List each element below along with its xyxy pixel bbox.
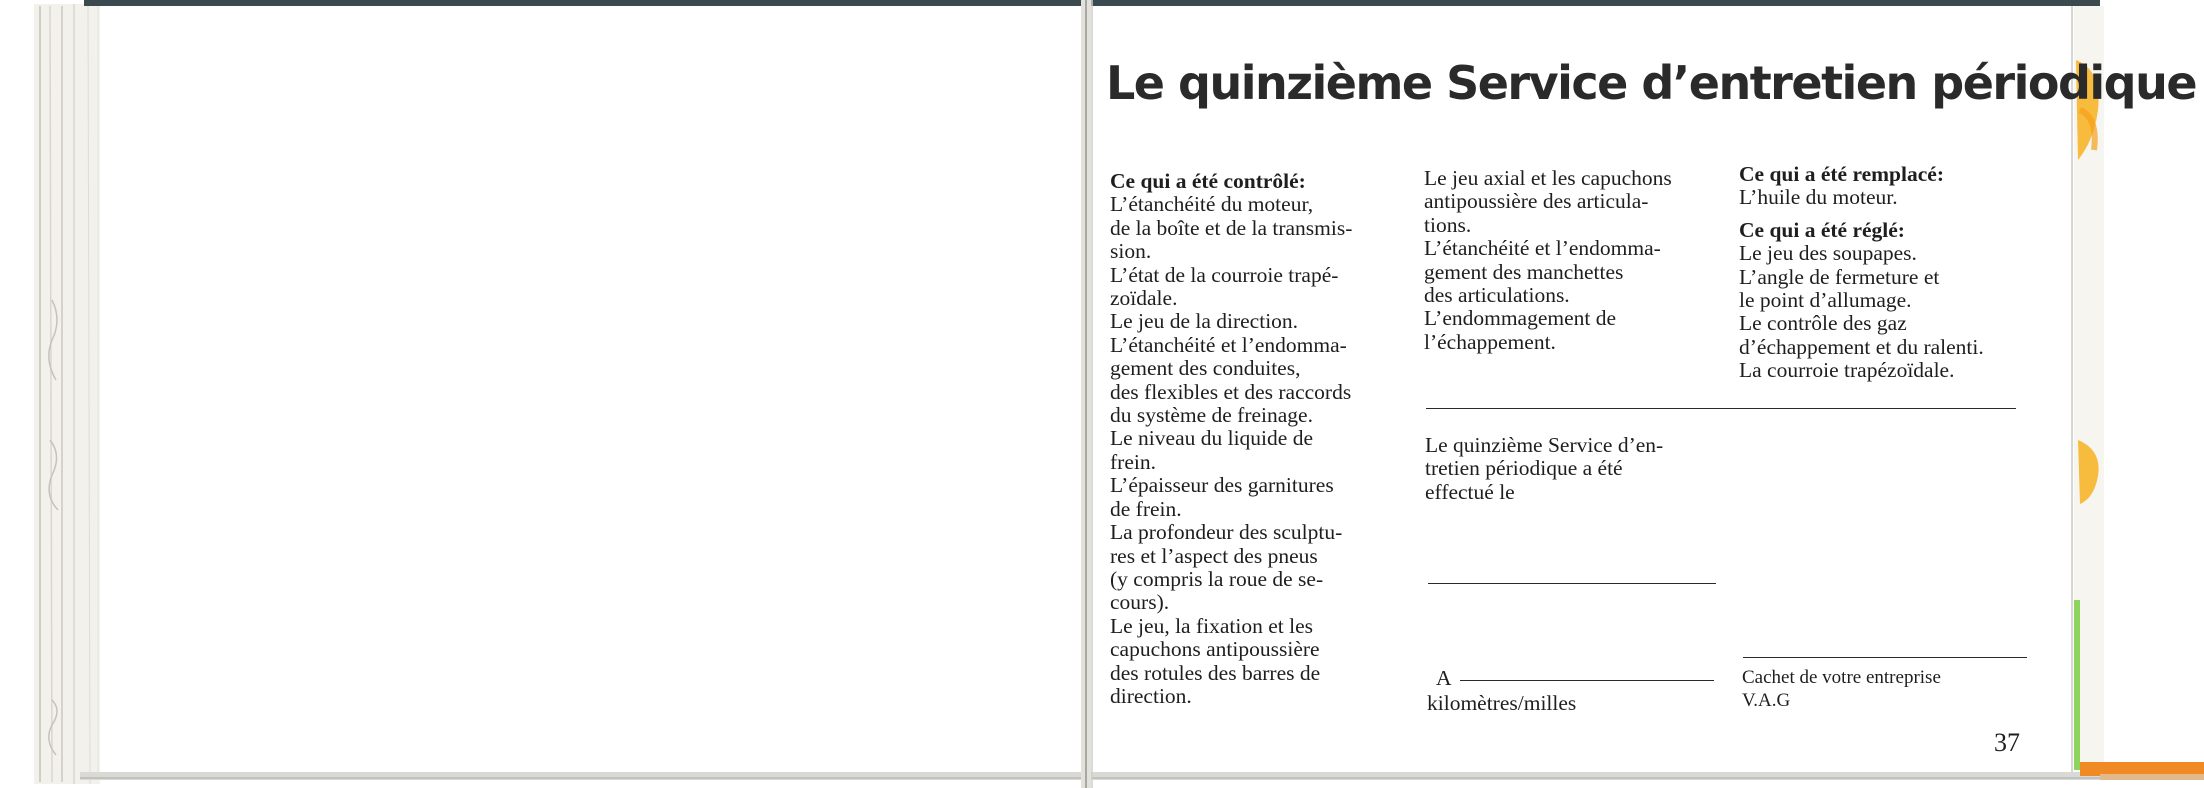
- checked-line: res et l’aspect des pneus: [1110, 543, 1318, 568]
- adjusted-line: La courroie trapézoïdale.: [1739, 358, 1955, 383]
- stamp-label: [1742, 666, 1941, 712]
- checked-line: La profondeur des sculptu-: [1110, 520, 1343, 545]
- checked-continued-line: L’étanchéité et l’endomma-: [1424, 236, 1661, 261]
- checked-line: L’étanchéité du moteur,: [1110, 192, 1314, 217]
- checked-line: sion.: [1110, 239, 1152, 264]
- checked-continued-line: Le jeu axial et les capuchons: [1424, 166, 1672, 190]
- checked-line: L’étanchéité et l’endomma-: [1110, 332, 1347, 357]
- checked-continued-line: gement des manchettes: [1424, 259, 1624, 284]
- date-entry-line[interactable]: [1428, 583, 1716, 584]
- checked-line: frein.: [1110, 449, 1156, 474]
- orange-cover-corner: [2080, 762, 2204, 776]
- checked-column: [1110, 170, 1352, 708]
- checked-line: L’état de la courroie trapé-: [1110, 262, 1339, 287]
- adjusted-heading: Ce qui a été réglé:: [1739, 217, 1905, 242]
- stamp-line-text: Cachet de votre entreprise: [1742, 667, 1941, 688]
- replaced-heading: Ce qui a été remplacé:: [1739, 162, 1944, 186]
- checked-line: du système de freinage.: [1110, 403, 1313, 428]
- stamp-line[interactable]: [1743, 657, 2027, 658]
- adjusted-line: L’angle de fermeture et: [1739, 264, 1940, 289]
- checked-line: de la boîte et de la transmis-: [1110, 215, 1353, 240]
- adjusted-line: Le jeu des soupapes.: [1739, 241, 1917, 266]
- section-divider: [1426, 408, 2016, 409]
- adjusted-line: Le contrôle des gaz: [1739, 311, 1907, 336]
- checked-continued-line: tions.: [1424, 212, 1472, 237]
- adjusted-line: d’échappement et du ralenti.: [1739, 334, 1984, 359]
- checked-line: des rotules des barres de: [1110, 660, 1321, 685]
- checked-line: direction.: [1110, 683, 1192, 708]
- checked-line: Le jeu de la direction.: [1110, 309, 1299, 334]
- location-entry-line[interactable]: [1460, 680, 1714, 681]
- km-label: kilomètres/milles: [1427, 691, 1577, 715]
- checked-line: des flexibles et des raccords: [1110, 379, 1352, 404]
- confirmation-line: Le quinzième Service d’en-: [1425, 433, 1664, 457]
- replaced-adjusted-column: [1739, 163, 1984, 383]
- checked-line: L’épaisseur des garnitures: [1110, 473, 1334, 498]
- adjusted-line: le point d’allumage.: [1739, 288, 1912, 313]
- checked-line: capuchons antipoussière: [1110, 637, 1320, 662]
- checked-line: cours).: [1110, 590, 1170, 615]
- checked-heading: Ce qui a été contrôlé:: [1110, 169, 1306, 193]
- replaced-line: L’huile du moteur.: [1739, 185, 1898, 210]
- checked-line: de frein.: [1110, 496, 1182, 521]
- at-label: A: [1436, 666, 1452, 690]
- checked-continued-line: L’endommagement de: [1424, 306, 1617, 331]
- page-title: Le quinzième Service d’entretien périodique: [1106, 56, 2197, 110]
- checked-continued-line: des articulations.: [1424, 283, 1570, 308]
- page-number: 37: [1994, 728, 2020, 757]
- checked-line: zoïdale.: [1110, 286, 1178, 311]
- stamp-line-text: V.A.G: [1742, 690, 1791, 711]
- checked-line: Le jeu, la fixation et les: [1110, 613, 1313, 638]
- checked-continued-line: l’échappement.: [1424, 329, 1556, 354]
- checked-line: (y compris la roue de se-: [1110, 566, 1324, 591]
- confirmation-text: [1425, 434, 1663, 504]
- green-page-edge: [2074, 600, 2080, 770]
- confirmation-line: effectué le: [1425, 479, 1515, 504]
- checked-continued-column: [1424, 167, 1672, 354]
- checked-line: gement des conduites,: [1110, 356, 1301, 381]
- confirmation-line: tretien périodique a été: [1425, 456, 1623, 481]
- checked-line: Le niveau du liquide de: [1110, 426, 1313, 451]
- checked-continued-line: antipoussière des articula-: [1424, 189, 1649, 214]
